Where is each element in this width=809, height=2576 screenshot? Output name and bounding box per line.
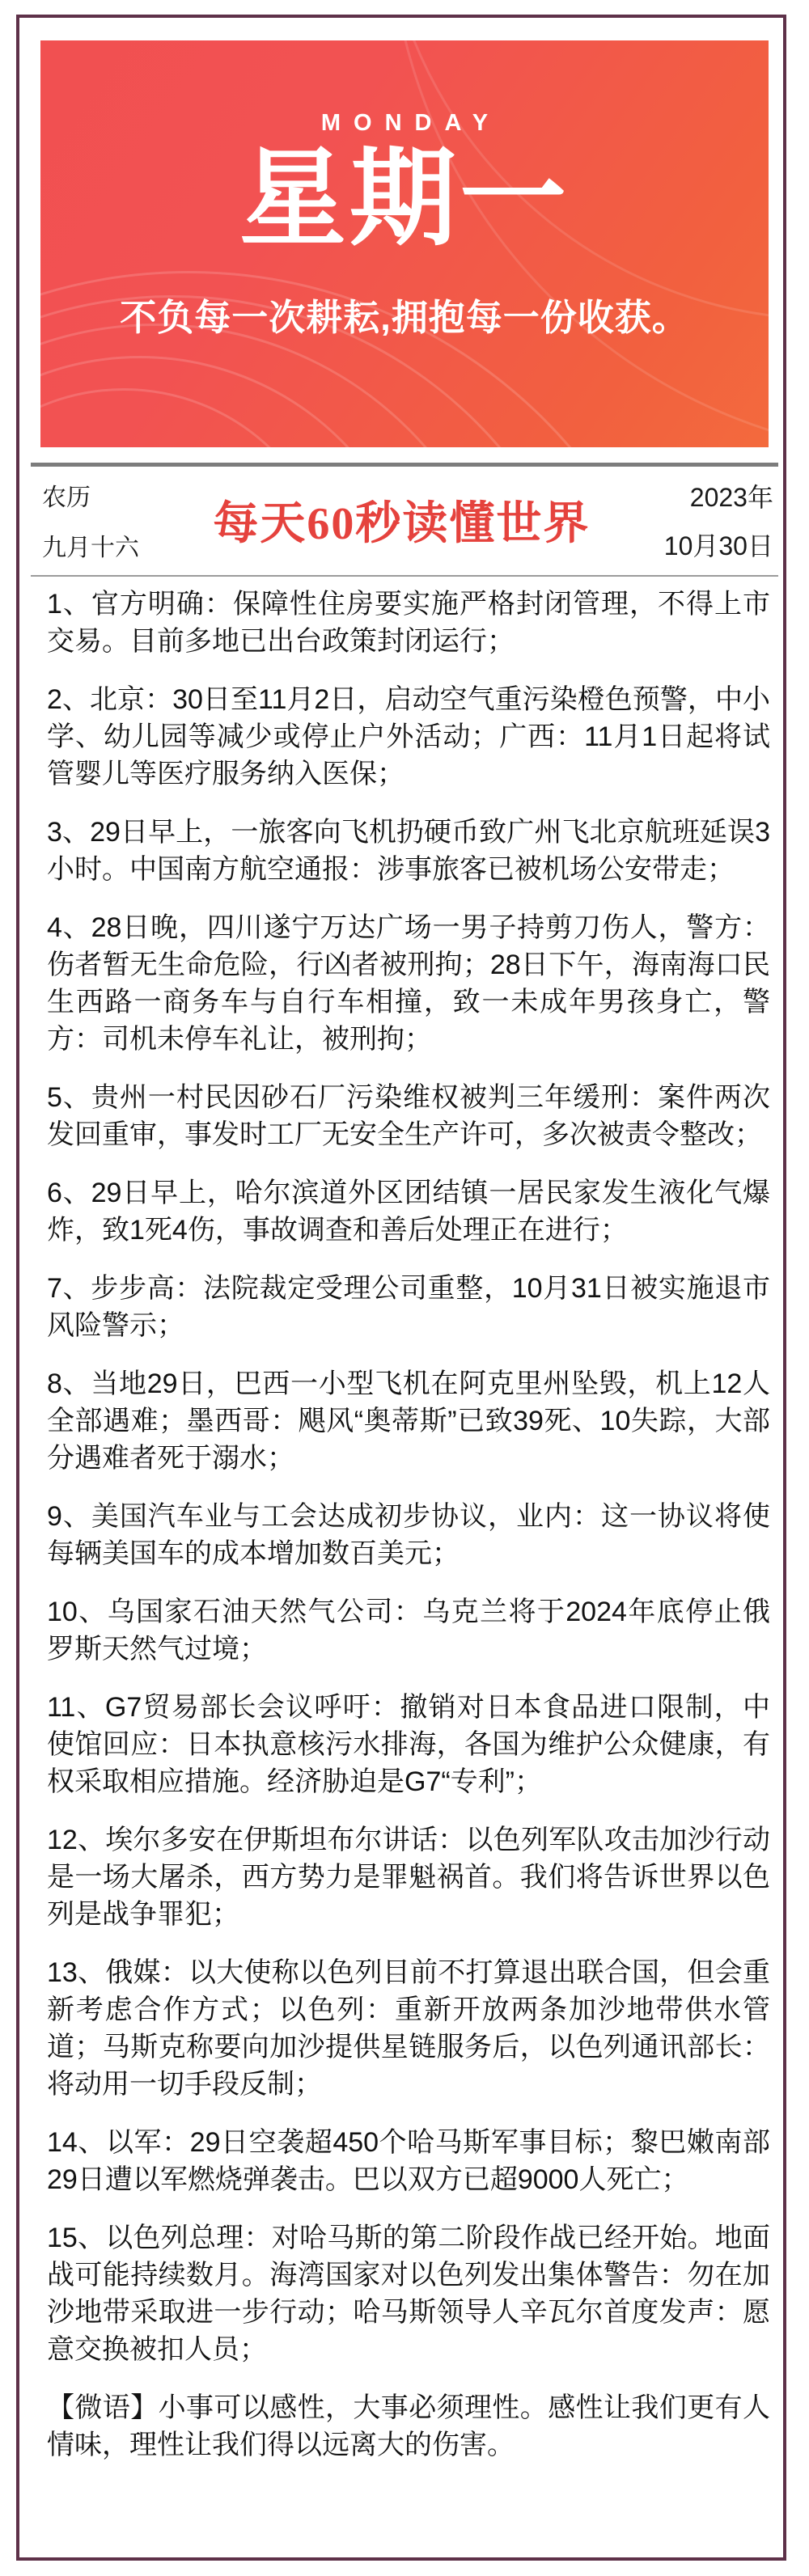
gregorian-date-block	[664, 477, 773, 563]
page-title: 每天60秒读懂世界	[213, 499, 591, 549]
news-item: 10、乌国家石油天然气公司：乌克兰将于2024年底停止俄罗斯天然气过境；	[47, 1597, 770, 1664]
daily-motto: 不负每一次耕耘,拥抱每一份收获。	[120, 296, 689, 338]
subheader-row	[31, 467, 778, 575]
news-item: 13、俄媒：以大使称以色列目前不打算退出联合国，但会重新考虑合作方式；以色列：重新开放两条加沙地带供水管道；马斯克称要向加沙提供星链服务后，以色列通讯部长：将动用一切手段反制；	[47, 1957, 770, 2100]
weiyu-quote: 【微语】小事可以感性，大事必须理性。感性让我们更有人情味，理性让我们得以远离大的伤害。	[47, 2392, 770, 2460]
news-item: 5、贵州一村民因砂石厂污染维权被判三年缓刑：案件两次发回重审，事发时工厂无安全生产许可，多次被责令整改；	[47, 1082, 770, 1150]
news-item: 6、29日早上，哈尔滨道外区团结镇一居民家发生液化气爆炸，致1死4伤，事故调查和善后处理正在进行；	[47, 1178, 770, 1246]
news-item: 15、以色列总理：对哈马斯的第二阶段作战已经开始。地面战可能持续数月。海湾国家对以色列发出集体警告：勿在加沙地带采取进一步行动；哈马斯领导人辛瓦尔首度发声：愿意交换被扣人员；	[47, 2223, 770, 2365]
divider-thin	[31, 575, 778, 577]
news-item: 14、以军：29日空袭超450个哈马斯军事目标；黎巴嫩南部29日遭以军燃烧弹袭击。巴以双方已超9000人死亡；	[47, 2127, 770, 2195]
news-item: 9、美国汽车业与工会达成初步协议，业内：这一协议将使每辆美国车的成本增加数百美元；	[47, 1501, 770, 1569]
news-item: 8、当地29日，巴西一小型飞机在阿克里州坠毁，机上12人全部遇难；墨西哥：飓风“奥蒂斯”已致39死、10失踪，大部分遇难者死于溺水；	[47, 1368, 770, 1474]
year-label: 2023年	[689, 483, 773, 512]
news-item: 12、埃尔多安在伊斯坦布尔讲话：以色列军队攻击加沙行动是一场大屠杀，西方势力是罪魁祸首。我们将告诉世界以色列是战争罪犯；	[47, 1825, 770, 1930]
lunar-label: 农历	[42, 484, 91, 511]
date-label: 10月30日	[663, 531, 773, 560]
weekday-english: MONDAY	[320, 110, 502, 136]
weekday-chinese: 星期一	[239, 137, 570, 261]
news-item: 1、官方明确：保障性住房要实施严格封闭管理，不得上市交易。目前多地已出台政策封闭运行；	[47, 589, 770, 657]
news-list	[47, 586, 770, 2485]
news-item: 3、29日早上，一旅客向飞机扔硬币致广州飞北京航班延误3小时。中国南方航空通报：涉事旅客已被机场公安带走；	[47, 817, 770, 885]
news-item: 11、G7贸易部长会议呼吁：撤销对日本食品进口限制，中使馆回应：日本执意核污水排海，各国为维护公众健康，有权采取相应措施。经济胁迫是G7“专利”；	[47, 1692, 770, 1797]
subheader	[31, 463, 778, 577]
news-item: 7、步步高：法院裁定受理公司重整，10月31日被实施退市风险警示；	[47, 1273, 770, 1341]
header-card	[40, 40, 769, 447]
lunar-calendar-block	[42, 477, 139, 563]
news-item: 2、北京：30日至11月2日，启动空气重污染橙色预警，中小学、幼儿园等减少或停止户外活动；广西：11月1日起将试管婴儿等医疗服务纳入医保；	[47, 684, 770, 789]
news-item: 4、28日晚，四川遂宁万达广场一男子持剪刀伤人，警方：伤者暂无生命危险，行凶者被刑拘；28日下午，海南海口民生西路一商务车与自行车相撞，致一未成年男孩身亡，警方：司机未停车礼让，被刑拘；	[47, 912, 770, 1055]
lunar-date: 九月十六	[42, 535, 139, 561]
